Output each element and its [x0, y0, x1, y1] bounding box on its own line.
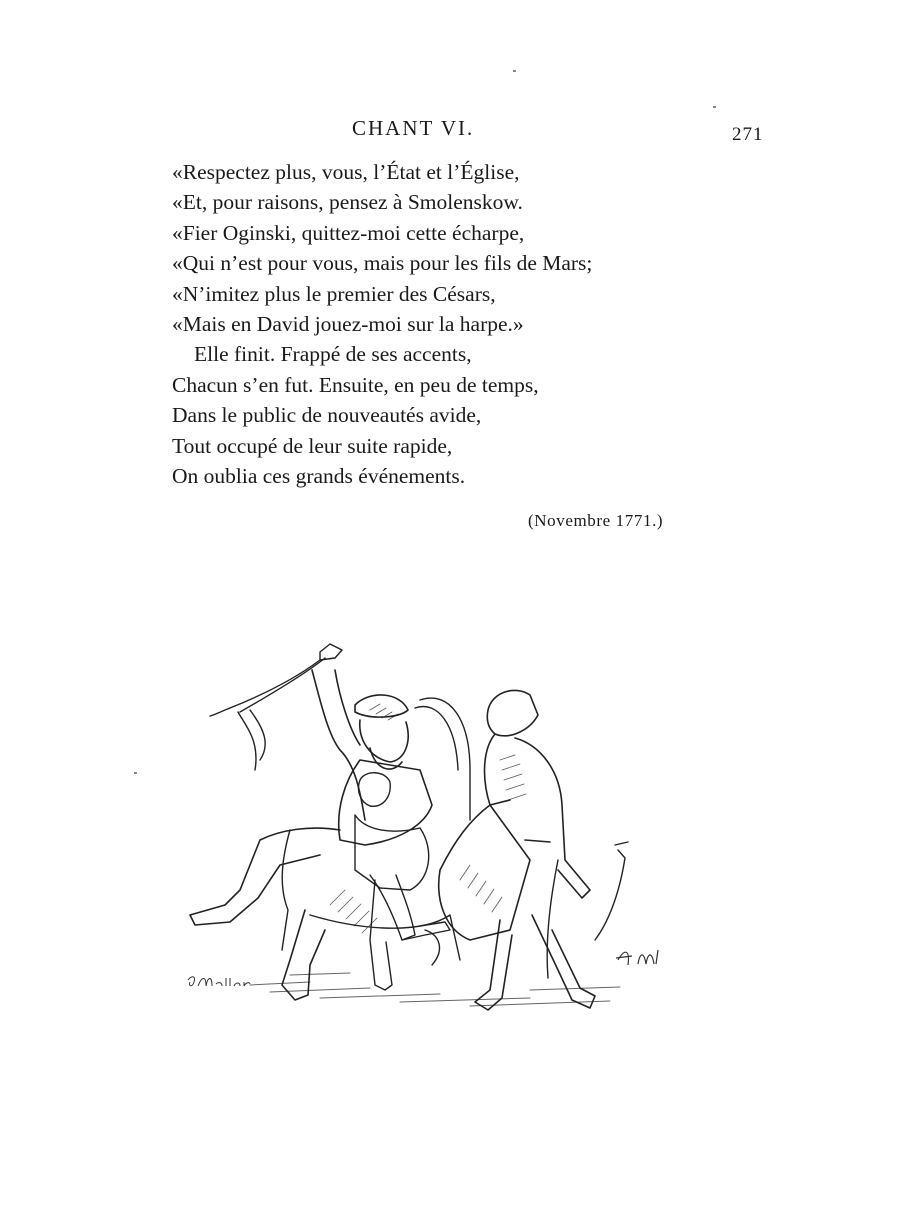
fur-hatching — [330, 704, 526, 933]
dateline: (Novembre 1771.) — [528, 511, 664, 530]
verse-line: On oublia ces grands événements. — [172, 464, 466, 489]
print-speck — [134, 772, 137, 774]
standing-figure — [439, 690, 595, 1010]
verse-line: «Mais en David jouez-moi sur la harpe.» — [172, 312, 524, 337]
verse-line: Dans le public de nouveautés avide, — [172, 403, 482, 428]
verse-line: «Qui n’est pour vous, mais pour les fils de Mars; — [172, 251, 593, 276]
verse-line: «Et, pour raisons, pensez à Smolenskow. — [172, 190, 523, 215]
running-head-chapter: CHANT VI. — [352, 116, 475, 140]
artist-signature-right — [616, 950, 658, 965]
young-man — [355, 773, 450, 990]
verse-line: Tout occupé de leur suite rapide, — [172, 433, 453, 458]
chair — [282, 698, 470, 965]
verse-line: «Respectez plus, vous, l’État et l’Église, — [172, 160, 520, 184]
bearded-figure — [190, 670, 432, 1000]
verse-line: Elle finit. Frappé de ses accents, — [194, 342, 472, 367]
verse-line: «Fier Oginski, quittez-moi cette écharpe, — [172, 220, 525, 245]
ground-shading — [250, 973, 620, 1006]
engraving-illustration — [170, 630, 690, 1030]
saber — [547, 842, 628, 978]
print-speck — [713, 106, 716, 108]
verse-line: «N’imitez plus le premier des Césars, — [172, 281, 496, 306]
page-number: 271 — [732, 124, 764, 145]
verse-block — [172, 157, 592, 491]
artist-signature-left — [188, 977, 250, 986]
verse-line: Chacun s’en fut. Ensuite, en peu de temps, — [172, 372, 539, 397]
print-speck — [513, 70, 516, 72]
